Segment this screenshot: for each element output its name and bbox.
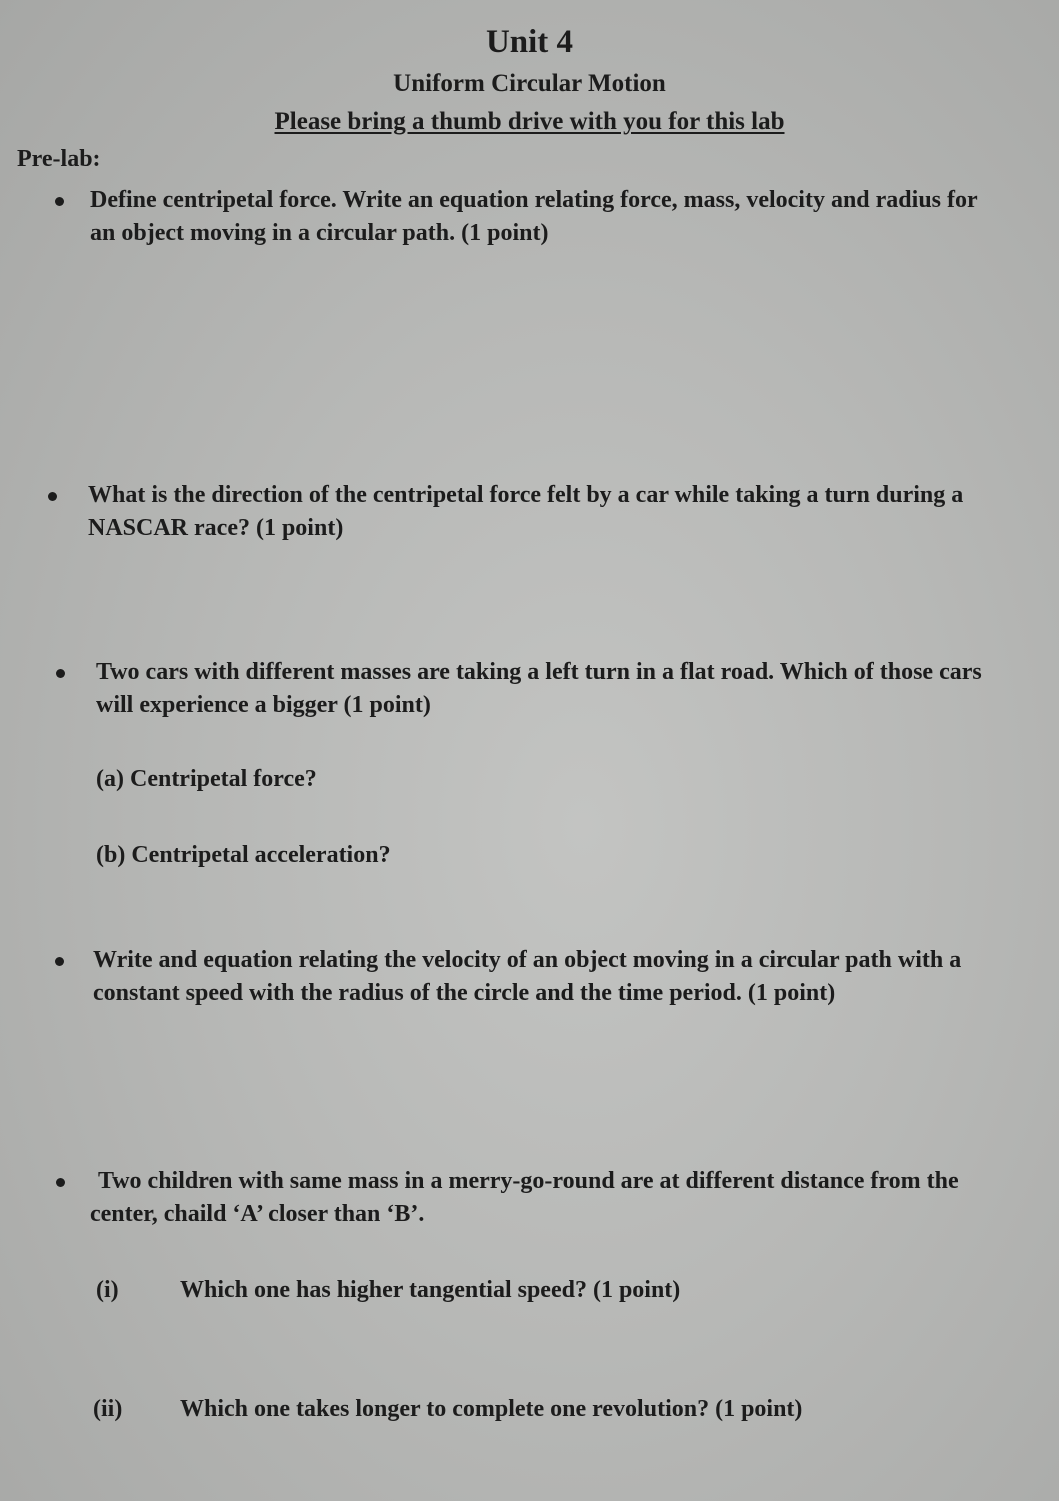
bullet-icon	[55, 197, 64, 206]
question-4	[93, 944, 1038, 1010]
question-1	[90, 184, 990, 250]
part-ii-label: (ii)	[93, 1396, 123, 1422]
bullet-icon	[56, 669, 65, 678]
thumb-drive-notice-text: Please bring a thumb drive with you for this lab	[274, 108, 785, 135]
question-3	[96, 656, 996, 722]
question-1-text: Define centripetal force. Write an equation relating force, mass, velocity and radius for an object moving in a circular path. (1 point)	[90, 187, 978, 246]
question-2-text: What is the direction of the centripetal force felt by a car while taking a turn during a NASCAR race? (1 point)	[88, 482, 964, 541]
question-4-text: Write and equation relating the velocity of an object moving in a circular path with a constant speed with the radius of the circle and the time period. (1 point)	[93, 947, 962, 1006]
question-5-part-i-text: Which one has higher tangential speed? (1 point)	[180, 1277, 681, 1303]
question-5	[90, 1165, 1000, 1231]
bullet-icon	[55, 957, 64, 966]
unit-title: Unit 4	[485, 24, 574, 60]
bullet-icon	[48, 492, 57, 501]
question-3-part-b: (b) Centripetal acceleration?	[96, 842, 391, 868]
question-5-text: Two children with same mass in a merry-go-round are at different distance from the center, chaild ‘A’ closer than ‘B’.	[90, 1168, 959, 1227]
part-i-label: (i)	[96, 1277, 119, 1303]
question-5-part-ii	[93, 1396, 122, 1423]
question-5-part-ii-text: Which one takes longer to complete one revolution? (1 point)	[180, 1396, 803, 1422]
lab-subtitle: Uniform Circular Motion	[393, 70, 666, 97]
question-2	[88, 479, 988, 545]
bullet-icon	[56, 1178, 65, 1187]
thumb-drive-notice	[0, 108, 1059, 136]
question-3-text: Two cars with different masses are taking a left turn in a flat road. Which of those cars will experience a bigger (1 point)	[96, 659, 982, 718]
prelab-label: Pre-lab:	[17, 146, 101, 172]
question-3-part-a: (a) Centripetal force?	[96, 766, 317, 792]
question-5-part-i	[96, 1277, 119, 1304]
